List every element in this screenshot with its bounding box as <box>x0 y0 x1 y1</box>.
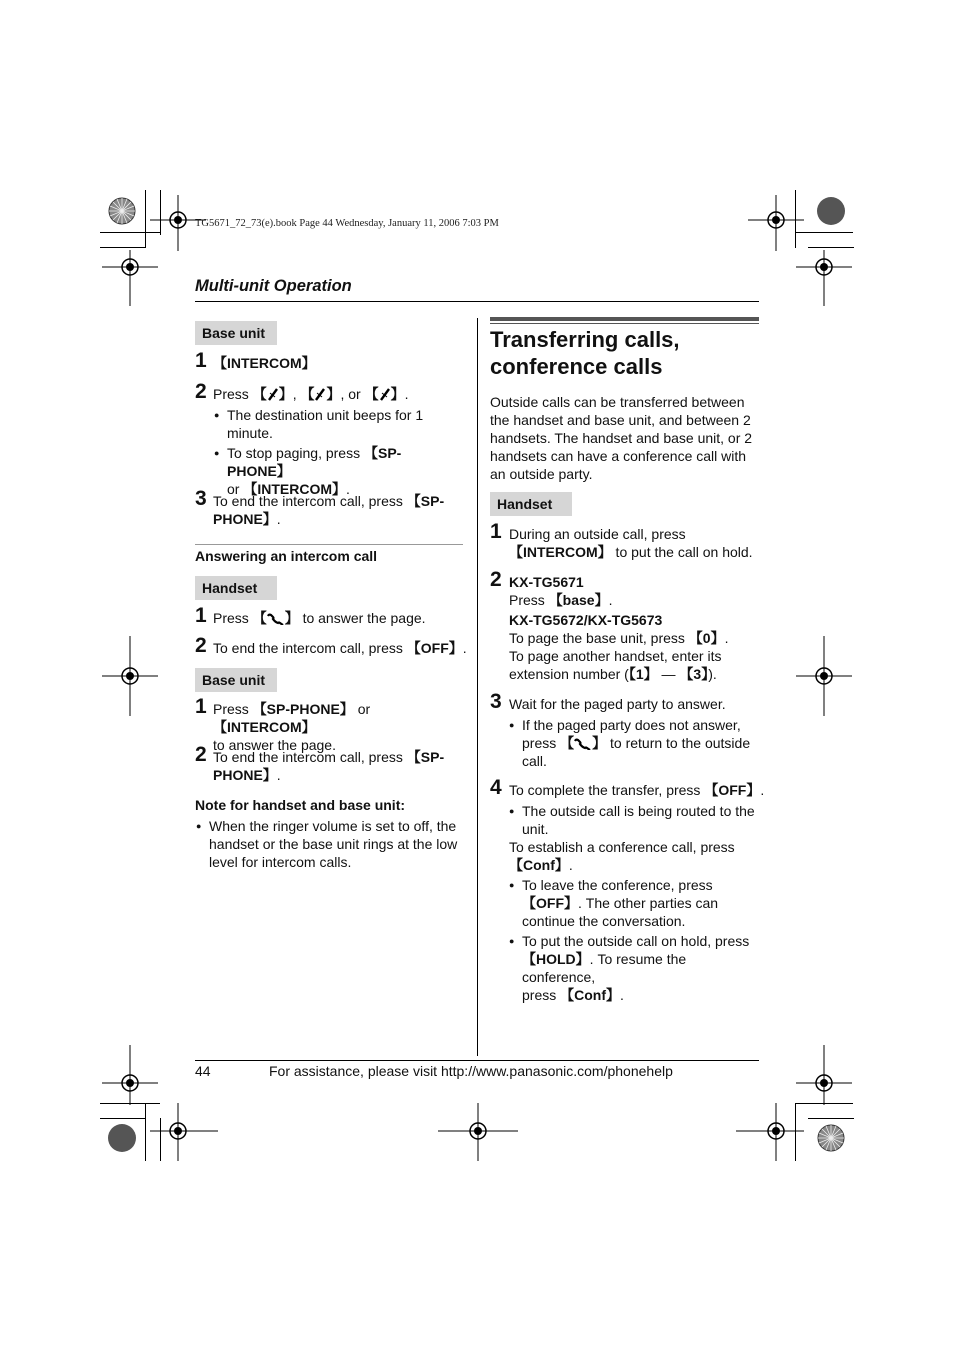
header-rule <box>195 301 759 302</box>
handset-slash-icon <box>314 388 326 401</box>
step-text: During an outside call, press 【INTERCOM】 to put the call on hold. <box>509 526 753 560</box>
bullet-item: ● If the paged party does not answer, press 【 】 to return to the outside call. <box>522 716 760 770</box>
step-text: KX-TG5671 Press 【base】. <box>509 574 613 608</box>
step-number: 3 <box>195 487 207 510</box>
registration-mark-icon <box>438 1103 518 1161</box>
title-bar-thin <box>490 323 759 324</box>
bullet-item: ● To put the outside call on hold, press 【HOLD】. To resume the conference, press 【Conf】. <box>522 932 760 1004</box>
assistance-text: For assistance, please visit http://www.panasonic.com/phonehelp <box>269 1063 673 1079</box>
step-number: 3 <box>490 690 502 713</box>
step-text: To end the intercom call, press 【SP- PHONE】. <box>213 493 445 527</box>
divider <box>195 544 463 545</box>
step-number: 1 <box>195 604 207 627</box>
base-unit-tag: Base unit <box>195 321 277 345</box>
registration-mark-icon <box>748 195 804 251</box>
step-number: 2 <box>195 634 207 657</box>
title-bar-thick <box>490 317 759 321</box>
step-number: 2 <box>195 743 207 766</box>
step-text: Press 【SP-PHONE】 or 【INTERCOM】 to answer the page. <box>213 701 371 753</box>
footer-rule <box>195 1060 759 1061</box>
step-text <box>213 354 316 372</box>
file-info: TG5671_72_73(e).book Page 44 Wednesday, January 11, 2006 7:03 PM <box>195 218 499 229</box>
page-number: 44 <box>195 1063 211 1079</box>
step-text: To end the intercom call, press 【SP- PHONE】. <box>213 749 445 783</box>
step-text: Press 【 】, 【 】, or 【 】. <box>213 386 409 402</box>
bullet-item: ● The destination unit beeps for 1 minute. <box>227 406 447 442</box>
step-text: To establish a conference call, press 【Conf】. <box>509 839 735 873</box>
note-heading: Note for handset and base unit: <box>195 797 406 813</box>
step-text: Wait for the paged party to answer. <box>509 696 726 712</box>
subheading: Answering an intercom call <box>195 548 378 564</box>
bullet-item: ● To leave the conference, press 【OFF】. The other parties can continue the conversation. <box>522 876 760 930</box>
step-text: KX-TG5672/KX-TG5673 To page the base unit, press 【0】. To page another handset, enter its extension number (【1】 — 【3】). <box>509 612 729 682</box>
registration-mark-icon <box>102 1045 158 1105</box>
color-disc-icon <box>108 1124 136 1152</box>
step-number: 1 <box>195 349 207 372</box>
step-number: 2 <box>195 380 207 403</box>
page-heading: Transferring calls, conference calls <box>490 327 680 379</box>
step-text: To end the intercom call, press 【OFF】. <box>213 640 467 656</box>
intro-paragraph: Outside calls can be transferred between the handset and base unit, and between 2 handsets. The handset and base unit, or 2 handsets can have a conference call with an outside party. <box>490 394 753 482</box>
handset-slash-icon <box>379 388 391 401</box>
registration-mark-icon <box>736 1103 804 1161</box>
registration-mark-icon <box>796 636 852 716</box>
section-title: Multi-unit Operation <box>195 277 352 295</box>
step-number: 4 <box>490 776 502 799</box>
color-target-icon <box>817 1124 845 1152</box>
color-disc-icon <box>817 197 845 225</box>
step-text: To complete the transfer, press 【OFF】. <box>509 782 765 798</box>
handset-tag: Handset <box>490 492 572 516</box>
handset-tag: Handset <box>195 576 277 600</box>
step-number: 2 <box>490 568 502 591</box>
step-number: 1 <box>195 695 207 718</box>
talk-phone-icon <box>267 613 285 625</box>
talk-phone-icon <box>574 738 592 750</box>
intercom-key: 【INTERCOM】 <box>213 355 316 371</box>
registration-mark-icon <box>796 1045 852 1105</box>
note-bullet: ● When the ringer volume is set to off, the handset or the base unit rings at the low level for intercom calls. <box>209 817 465 871</box>
color-target-icon <box>108 197 136 225</box>
bullet-item: ● The outside call is being routed to the unit. <box>522 802 760 838</box>
bullet-item: ● To stop paging, press 【SP-PHONE】 or 【INTERCOM】. <box>227 444 463 498</box>
registration-mark-icon <box>150 1103 218 1161</box>
handset-slash-icon <box>267 388 279 401</box>
registration-mark-icon <box>102 636 158 716</box>
registration-mark-icon <box>796 250 852 306</box>
registration-mark-icon <box>102 250 158 306</box>
base-unit-tag: Base unit <box>195 668 277 692</box>
step-text: Press 【 】 to answer the page. <box>213 610 426 626</box>
step-number: 1 <box>490 520 502 543</box>
column-divider <box>477 318 478 1056</box>
